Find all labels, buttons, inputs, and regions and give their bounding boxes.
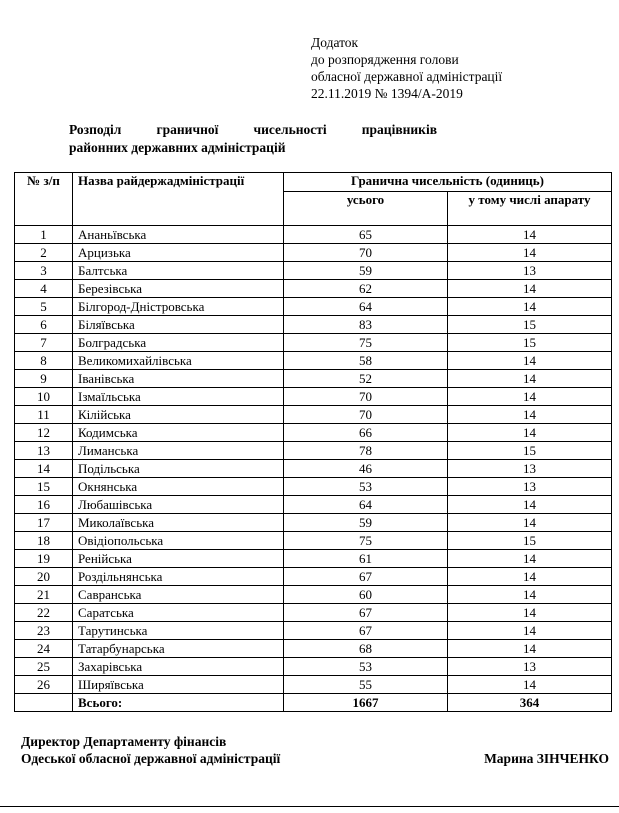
signatory-name: Марина ЗІНЧЕНКО xyxy=(484,751,609,766)
signature-row xyxy=(21,750,609,767)
row-apparatus: 14 xyxy=(448,388,612,406)
row-total: 70 xyxy=(284,388,448,406)
signature-position-line-1: Директор Департаменту фінансів xyxy=(21,734,227,749)
table-row xyxy=(15,280,612,298)
signature-block xyxy=(21,733,609,767)
row-apparatus: 14 xyxy=(448,496,612,514)
row-total: 65 xyxy=(284,226,448,244)
row-number: 5 xyxy=(15,298,73,316)
row-number: 22 xyxy=(15,604,73,622)
row-number: 18 xyxy=(15,532,73,550)
annex-date-number: 22.11.2019 № 1394/А-2019 xyxy=(311,86,463,101)
row-total: 83 xyxy=(284,316,448,334)
row-name: Болградська xyxy=(73,334,284,352)
table-row xyxy=(15,352,612,370)
header-total: усього xyxy=(284,192,448,226)
table-row xyxy=(15,550,612,568)
annex-title: Додаток xyxy=(311,35,359,50)
row-number: 14 xyxy=(15,460,73,478)
row-total: 78 xyxy=(284,442,448,460)
row-total: 67 xyxy=(284,622,448,640)
row-total: 53 xyxy=(284,478,448,496)
row-apparatus: 14 xyxy=(448,298,612,316)
row-total: 64 xyxy=(284,496,448,514)
row-total: 67 xyxy=(284,568,448,586)
total-sum: 1667 xyxy=(284,694,448,712)
row-total: 70 xyxy=(284,244,448,262)
row-number: 9 xyxy=(15,370,73,388)
row-name: Ширяївська xyxy=(73,676,284,694)
row-total: 66 xyxy=(284,424,448,442)
row-name: Балтська xyxy=(73,262,284,280)
annex-line: обласної державної адміністрації xyxy=(311,69,503,84)
row-name: Савранська xyxy=(73,586,284,604)
table-row xyxy=(15,622,612,640)
total-empty-cell xyxy=(15,694,73,712)
header-number: № з/п xyxy=(15,173,73,226)
table-row xyxy=(15,262,612,280)
row-number: 6 xyxy=(15,316,73,334)
row-name: Окнянська xyxy=(73,478,284,496)
row-name: Миколаївська xyxy=(73,514,284,532)
table-row xyxy=(15,370,612,388)
row-total: 67 xyxy=(284,604,448,622)
row-number: 24 xyxy=(15,640,73,658)
header-name: Назва райдержадміністрації xyxy=(73,173,284,226)
row-apparatus: 13 xyxy=(448,262,612,280)
table-row xyxy=(15,532,612,550)
row-total: 46 xyxy=(284,460,448,478)
total-row xyxy=(15,694,612,712)
row-number: 26 xyxy=(15,676,73,694)
row-number: 2 xyxy=(15,244,73,262)
row-apparatus: 14 xyxy=(448,640,612,658)
table-row xyxy=(15,298,612,316)
row-total: 61 xyxy=(284,550,448,568)
row-number: 21 xyxy=(15,586,73,604)
row-total: 62 xyxy=(284,280,448,298)
row-apparatus: 15 xyxy=(448,334,612,352)
row-apparatus: 14 xyxy=(448,370,612,388)
row-apparatus: 14 xyxy=(448,406,612,424)
row-name: Великомихайлівська xyxy=(73,352,284,370)
row-name: Ананьївська xyxy=(73,226,284,244)
table-row xyxy=(15,568,612,586)
row-number: 10 xyxy=(15,388,73,406)
row-name: Захарівська xyxy=(73,658,284,676)
row-total: 55 xyxy=(284,676,448,694)
row-name: Біляївська xyxy=(73,316,284,334)
row-number: 8 xyxy=(15,352,73,370)
row-apparatus: 14 xyxy=(448,352,612,370)
table-row xyxy=(15,460,612,478)
row-apparatus: 13 xyxy=(448,478,612,496)
row-apparatus: 14 xyxy=(448,226,612,244)
row-total: 64 xyxy=(284,298,448,316)
row-apparatus: 15 xyxy=(448,316,612,334)
row-number: 11 xyxy=(15,406,73,424)
heading-word: граничної xyxy=(156,122,219,137)
row-total: 75 xyxy=(284,334,448,352)
row-total: 60 xyxy=(284,586,448,604)
table-row xyxy=(15,388,612,406)
table-row xyxy=(15,478,612,496)
header-limit: Гранична чисельність (одиниць) xyxy=(284,173,612,192)
total-label: Всього: xyxy=(73,694,284,712)
row-number: 20 xyxy=(15,568,73,586)
row-name: Роздільнянська xyxy=(73,568,284,586)
row-total: 58 xyxy=(284,352,448,370)
table-row xyxy=(15,604,612,622)
row-name: Лиманська xyxy=(73,442,284,460)
heading-word: чисельності xyxy=(253,122,327,137)
table-row xyxy=(15,658,612,676)
header-apparatus: у тому числі апарату xyxy=(448,192,612,226)
total-apparatus-sum: 364 xyxy=(448,694,612,712)
row-number: 25 xyxy=(15,658,73,676)
row-number: 3 xyxy=(15,262,73,280)
table-row xyxy=(15,496,612,514)
table-row xyxy=(15,442,612,460)
row-name: Тарутинська xyxy=(73,622,284,640)
table-row xyxy=(15,424,612,442)
row-number: 12 xyxy=(15,424,73,442)
row-apparatus: 14 xyxy=(448,424,612,442)
annex-block xyxy=(311,34,502,102)
table-row xyxy=(15,316,612,334)
row-name: Березівська xyxy=(73,280,284,298)
heading-line-1 xyxy=(69,121,437,139)
row-name: Кілійська xyxy=(73,406,284,424)
bottom-divider xyxy=(0,806,619,807)
row-apparatus: 13 xyxy=(448,460,612,478)
row-apparatus: 14 xyxy=(448,622,612,640)
row-name: Арцизька xyxy=(73,244,284,262)
table-row xyxy=(15,514,612,532)
row-apparatus: 14 xyxy=(448,514,612,532)
staff-limit-table xyxy=(14,172,612,712)
heading-word: Розподіл xyxy=(69,122,122,137)
table-row xyxy=(15,334,612,352)
heading-line-2: районних державних адміністрацій xyxy=(69,140,286,155)
table-row xyxy=(15,406,612,424)
row-total: 75 xyxy=(284,532,448,550)
table-row xyxy=(15,226,612,244)
row-apparatus: 13 xyxy=(448,658,612,676)
table-row xyxy=(15,586,612,604)
row-apparatus: 15 xyxy=(448,532,612,550)
annex-line: до розпорядження голови xyxy=(311,52,459,67)
heading-word: працівників xyxy=(361,122,437,137)
row-total: 52 xyxy=(284,370,448,388)
row-total: 53 xyxy=(284,658,448,676)
row-apparatus: 14 xyxy=(448,604,612,622)
row-name: Татарбунарська xyxy=(73,640,284,658)
row-name: Овідіопольська xyxy=(73,532,284,550)
row-number: 16 xyxy=(15,496,73,514)
row-name: Саратська xyxy=(73,604,284,622)
row-number: 15 xyxy=(15,478,73,496)
table-row xyxy=(15,244,612,262)
row-number: 17 xyxy=(15,514,73,532)
row-total: 68 xyxy=(284,640,448,658)
row-number: 1 xyxy=(15,226,73,244)
row-number: 7 xyxy=(15,334,73,352)
row-apparatus: 14 xyxy=(448,586,612,604)
row-apparatus: 14 xyxy=(448,244,612,262)
row-name: Любашівська xyxy=(73,496,284,514)
table-row xyxy=(15,676,612,694)
row-total: 70 xyxy=(284,406,448,424)
row-name: Ренійська xyxy=(73,550,284,568)
row-total: 59 xyxy=(284,514,448,532)
row-name: Білгород-Дністровська xyxy=(73,298,284,316)
row-total: 59 xyxy=(284,262,448,280)
row-apparatus: 14 xyxy=(448,280,612,298)
row-name: Подільська xyxy=(73,460,284,478)
row-apparatus: 14 xyxy=(448,676,612,694)
row-number: 4 xyxy=(15,280,73,298)
row-number: 23 xyxy=(15,622,73,640)
row-name: Ізмаїльська xyxy=(73,388,284,406)
table-row xyxy=(15,640,612,658)
row-number: 13 xyxy=(15,442,73,460)
row-apparatus: 14 xyxy=(448,550,612,568)
row-apparatus: 15 xyxy=(448,442,612,460)
row-apparatus: 14 xyxy=(448,568,612,586)
row-name: Кодимська xyxy=(73,424,284,442)
row-number: 19 xyxy=(15,550,73,568)
document-heading xyxy=(69,121,437,157)
row-name: Іванівська xyxy=(73,370,284,388)
signature-position-line-2: Одеської обласної державної адміністрації xyxy=(21,751,281,766)
